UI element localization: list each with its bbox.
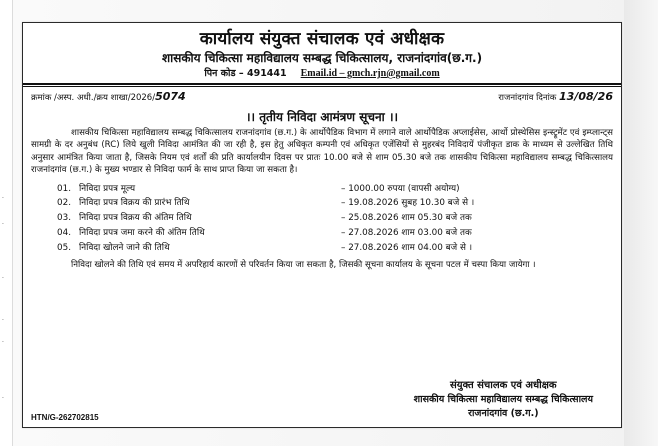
list-item: [31, 196, 613, 211]
item-number: 04.: [57, 228, 71, 239]
date-value: 13/08/26: [559, 90, 613, 103]
ad-code: HTN/G-262702815: [31, 413, 99, 422]
date-prefix: राजनांदगांव दिनांक: [498, 93, 557, 103]
item-value: – 27.08.2026 शाम 03.00 बजे तक: [341, 228, 472, 239]
reference-number: [31, 90, 186, 105]
item-value: – 19.08.2026 सुबह 10.30 बजे से ।: [341, 198, 475, 209]
pin-code: पिन कोड – 491441: [204, 68, 287, 79]
item-value: – 25.08.2026 शाम 05.30 बजे तक: [341, 213, 472, 224]
page-shadow: [624, 0, 658, 446]
reference-row: [31, 90, 613, 105]
signatory-designation: संयुक्त संचालक एवं अधीक्षक: [450, 380, 557, 391]
reference-date: [498, 90, 613, 105]
adjacent-page-edge: · · · · · ·: [0, 0, 13, 446]
item-label: निविदा प्रपत्र विक्रय की अंतिम तिथि: [79, 213, 192, 224]
note-paragraph: निविदा खोलने की तिथि एवं समय में अपरिहार्य कारणों से परिवर्तन किया जा सकता है, जिसकी सूचना कार्यालय के सूचना पटल में चस्पा किया जायेगा ।: [71, 259, 536, 270]
list-item: [31, 226, 613, 241]
list-item: [31, 211, 613, 226]
item-label: निविदा प्रपत्र मूल्य: [79, 183, 136, 194]
notice-title: ।। तृतीय निविदा आमंत्रण सूचना ।।: [245, 110, 399, 124]
header-divider-thick: [23, 83, 621, 85]
item-number: 02.: [57, 198, 71, 209]
item-value: – 27.08.2026 शाम 04.00 बजे से ।: [341, 242, 473, 253]
signatory-place: राजनांदगांव (छ.ग.): [468, 408, 539, 419]
reference-prefix: क्रमांक /अस्प. अधी./क्रय शाखा/2026/: [31, 93, 156, 103]
item-number: 05.: [57, 242, 71, 253]
hospital-line: शासकीय चिकित्सा महाविद्यालय सम्बद्ध चिकित्सालय, राजनांदगांव(छ.ग.): [161, 51, 483, 65]
item-label: निविदा प्रपत्र विक्रय की प्रारंभ तिथि: [79, 198, 190, 209]
tender-schedule-list: [31, 182, 613, 256]
email-address: Email.id – gmch.rjn@gmail.com: [300, 68, 440, 79]
list-item: [31, 241, 613, 256]
item-label: निविदा प्रपत्र जमा करने की अंतिम तिथि: [79, 228, 205, 239]
item-label: निविदा खोलने जाने की तिथि: [79, 242, 170, 253]
list-item: [31, 182, 613, 197]
header-divider-thin: [23, 86, 621, 87]
item-value: – 1000.00 रुपया (वापसी अयोग्य): [341, 183, 460, 194]
signatory-institution: शासकीय चिकित्सा महाविद्यालय सम्बद्ध चिकित्सालय: [413, 394, 593, 405]
contact-line: [31, 67, 613, 80]
reference-serial: 5074: [155, 90, 186, 103]
body-paragraph: शासकीय चिकित्सा महाविद्यालय सम्बद्ध चिकित्सालय राजनांदगांव (छ.ग.) के आर्थोपैडिक विभाग में लगाने वाले आर्थोपैडिक अप्लाईसेस, आर्थो प्रोस्थेसिस इन्स्ट्रूमेंट एवं इम्प्लान्ट्स सामग्री के दर अनुबंध (RC) लिये खुली निविदा आमंत्रित की जा रही है, इस हेतु अधिकृत कम्पनी एवं अधिकृत एजेंसियों से मुहरबंद निविदायें पंजीकृत डाक के माध्यम से उल्लेखित तिथि अनुसार आमंत्रित किया जाता है, जिसके नियम एवं शर्तों की प्रति कार्यालयीन दिवस पर प्रातः 10.00 बजे से शाम 05.30 बजे तक शासकीय चिकित्सा महाविद्यालय सम्बद्ध चिकित्सालय राजनांदगांव (छ.ग.) के मुख्य भण्डार से निविदा फार्म के साथ प्राप्त किया जा सकता है।: [31, 128, 613, 176]
signature-block: [414, 379, 593, 421]
office-title: कार्यालय संयुक्त संचालक एवं अधीक्षक: [199, 29, 445, 49]
item-number: 01.: [57, 183, 71, 194]
item-number: 03.: [57, 213, 71, 224]
tender-notice: [22, 22, 622, 428]
